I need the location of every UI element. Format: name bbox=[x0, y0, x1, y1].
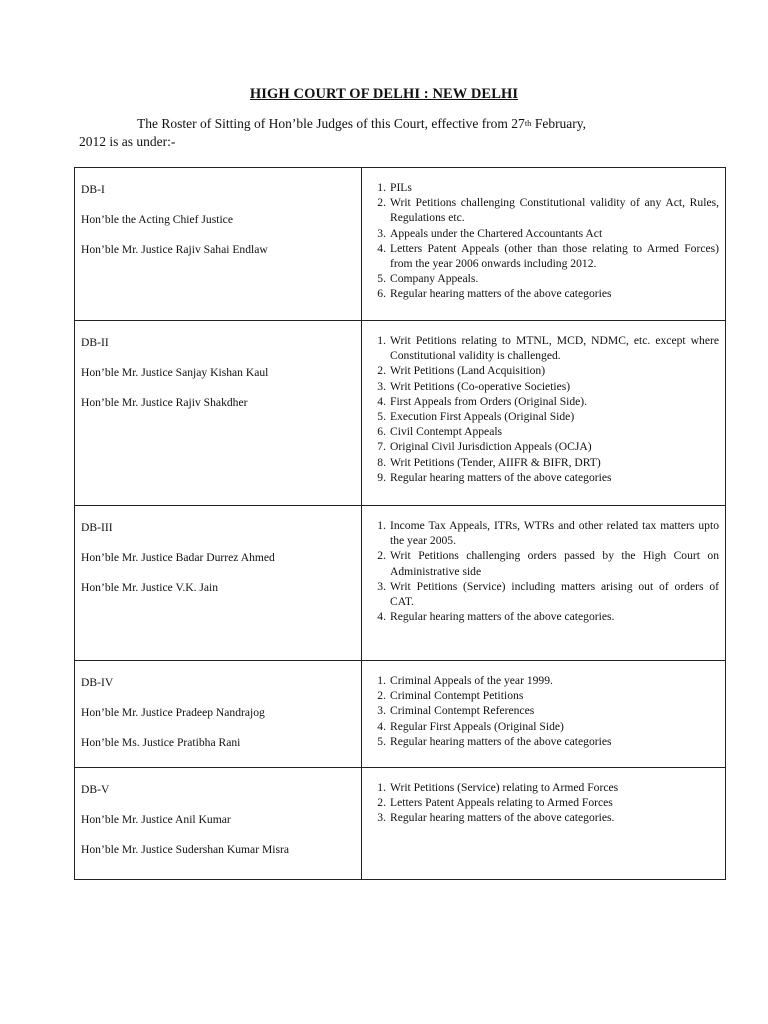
roster-body bbox=[75, 168, 726, 880]
category-number: 5. bbox=[377, 734, 386, 748]
category-number: 3. bbox=[377, 226, 386, 240]
category-number: 2. bbox=[377, 364, 386, 378]
category-item bbox=[368, 795, 719, 810]
bench-code: DB-I bbox=[81, 183, 105, 196]
category-item bbox=[368, 394, 719, 409]
bench-code: DB-II bbox=[81, 336, 109, 349]
judge-name: Hon’ble Mr. Justice Sudershan Kumar Misra bbox=[81, 843, 290, 857]
category-text: Writ Petitions challenging Constitutional validity of any Act, Rules, Regulations etc. bbox=[390, 196, 719, 225]
category-text: Criminal Contempt Petitions bbox=[390, 689, 524, 703]
category-text: Original Civil Jurisdiction Appeals (OCJA) bbox=[390, 440, 592, 454]
category-number: 8. bbox=[377, 455, 386, 469]
category-text: Writ Petitions (Tender, AIIFR & BIFR, DRT) bbox=[390, 455, 601, 469]
category-item bbox=[368, 518, 719, 548]
category-item bbox=[368, 609, 719, 624]
bench-cell bbox=[75, 506, 362, 661]
bench-row bbox=[75, 661, 726, 768]
category-number: 6. bbox=[377, 287, 386, 301]
category-item bbox=[368, 333, 719, 363]
category-number: 2. bbox=[377, 796, 386, 810]
category-text: Regular hearing matters of the above categories bbox=[390, 734, 612, 748]
category-number: 4. bbox=[377, 610, 386, 624]
category-number: 3. bbox=[377, 811, 386, 825]
category-item bbox=[368, 734, 719, 749]
category-number: 3. bbox=[377, 379, 386, 393]
category-text: Criminal Appeals of the year 1999. bbox=[390, 674, 553, 687]
category-text: Regular hearing matters of the above categories. bbox=[390, 811, 615, 825]
judge-name: Hon’ble Mr. Justice V.K. Jain bbox=[81, 581, 219, 595]
category-number: 3. bbox=[377, 704, 386, 718]
category-list bbox=[368, 780, 719, 826]
document-title: HIGH COURT OF DELHI : NEW DELHI bbox=[249, 86, 519, 102]
bench-code: DB-III bbox=[81, 521, 113, 534]
category-list bbox=[368, 180, 719, 302]
category-number: 5. bbox=[377, 410, 386, 424]
category-item bbox=[368, 810, 719, 825]
bench-row bbox=[75, 506, 726, 661]
matters-cell bbox=[362, 768, 726, 880]
category-number: 4. bbox=[377, 719, 386, 733]
bench-cell bbox=[75, 168, 362, 321]
category-text: Writ Petitions challenging orders passed by the High Court on Administrative side bbox=[390, 549, 719, 578]
intro-line-2: 2012 is as under:- bbox=[79, 134, 176, 149]
category-number: 2. bbox=[377, 549, 386, 563]
judge-name: Hon’ble Mr. Justice Sanjay Kishan Kaul bbox=[81, 366, 269, 380]
bench-row bbox=[75, 768, 726, 880]
category-list bbox=[368, 518, 719, 624]
category-text: Appeals under the Chartered Accountants Act bbox=[390, 226, 603, 240]
category-text: Writ Petitions (Land Acquisition) bbox=[390, 364, 546, 378]
category-number: 2. bbox=[377, 689, 386, 703]
category-item bbox=[368, 241, 719, 271]
intro-line-1: The Roster of Sitting of Hon’ble Judges of this Court, effective from 27th February, bbox=[137, 116, 587, 131]
category-number: 1. bbox=[377, 781, 386, 794]
category-item bbox=[368, 470, 719, 485]
judge-name: Hon’ble Mr. Justice Rajiv Shakdher bbox=[81, 396, 248, 410]
intro-paragraph bbox=[79, 115, 709, 151]
category-item bbox=[368, 226, 719, 241]
roster-table bbox=[74, 167, 726, 880]
category-item bbox=[368, 195, 719, 225]
category-item bbox=[368, 379, 719, 394]
category-item bbox=[368, 271, 719, 286]
category-text: Writ Petitions (Co-operative Societies) bbox=[390, 379, 571, 393]
bench-row bbox=[75, 168, 726, 321]
judge-name: Hon’ble Mr. Justice Badar Durrez Ahmed bbox=[81, 551, 275, 565]
bench-code: DB-IV bbox=[81, 676, 114, 689]
category-item bbox=[368, 579, 719, 609]
category-text: Regular First Appeals (Original Side) bbox=[390, 719, 564, 733]
bench-code: DB-V bbox=[81, 783, 110, 796]
category-text: Writ Petitions relating to MTNL, MCD, NDMC, etc. except where Constitutional validity is challenged. bbox=[390, 334, 719, 363]
category-list bbox=[368, 673, 719, 749]
category-item bbox=[368, 688, 719, 703]
category-number: 5. bbox=[377, 272, 386, 286]
category-number: 7. bbox=[377, 440, 386, 454]
judge-name: Hon’ble Mr. Justice Rajiv Sahai Endlaw bbox=[81, 243, 268, 257]
category-text: Writ Petitions (Service) relating to Armed Forces bbox=[390, 781, 619, 794]
category-item bbox=[368, 455, 719, 470]
category-number: 4. bbox=[377, 394, 386, 408]
category-number: 1. bbox=[377, 181, 386, 194]
category-text: Letters Patent Appeals (other than those relating to Armed Forces) from the year 2006 onwards including 2012. bbox=[390, 241, 719, 271]
category-item bbox=[368, 180, 719, 195]
category-item bbox=[368, 780, 719, 795]
category-item bbox=[368, 409, 719, 424]
category-item bbox=[368, 424, 719, 439]
category-text: Letters Patent Appeals relating to Armed Forces bbox=[390, 796, 613, 810]
category-item bbox=[368, 673, 719, 688]
category-text: Civil Contempt Appeals bbox=[390, 425, 503, 439]
bench-cell bbox=[75, 661, 362, 768]
category-list bbox=[368, 333, 719, 485]
bench-cell bbox=[75, 768, 362, 880]
category-number: 3. bbox=[377, 579, 386, 593]
category-item bbox=[368, 363, 719, 378]
category-item bbox=[368, 548, 719, 578]
category-text: Regular hearing matters of the above categories bbox=[390, 470, 612, 484]
category-text: Income Tax Appeals, ITRs, WTRs and other related tax matters upto the year 2005. bbox=[390, 519, 719, 548]
category-number: 1. bbox=[377, 519, 386, 532]
judge-name: Hon’ble Mr. Justice Pradeep Nandrajog bbox=[81, 706, 265, 720]
judge-name: Hon’ble the Acting Chief Justice bbox=[81, 213, 233, 227]
category-item bbox=[368, 703, 719, 718]
category-text: Criminal Contempt References bbox=[390, 704, 535, 718]
category-text: Company Appeals. bbox=[390, 272, 479, 286]
category-number: 9. bbox=[377, 470, 386, 484]
category-item bbox=[368, 719, 719, 734]
matters-cell bbox=[362, 661, 726, 768]
judge-name: Hon’ble Ms. Justice Pratibha Rani bbox=[81, 736, 241, 750]
matters-cell bbox=[362, 506, 726, 661]
category-text: PILs bbox=[390, 181, 412, 194]
category-text: Writ Petitions (Service) including matters arising out of orders of CAT. bbox=[390, 579, 719, 609]
category-number: 1. bbox=[377, 334, 386, 347]
category-number: 2. bbox=[377, 196, 386, 210]
category-text: Execution First Appeals (Original Side) bbox=[390, 410, 575, 424]
category-number: 4. bbox=[377, 241, 386, 255]
category-text: First Appeals from Orders (Original Side). bbox=[390, 394, 588, 408]
category-number: 6. bbox=[377, 425, 386, 439]
category-text: Regular hearing matters of the above categories bbox=[390, 287, 612, 301]
category-item bbox=[368, 439, 719, 454]
matters-cell bbox=[362, 321, 726, 506]
category-number: 1. bbox=[377, 674, 386, 687]
category-item bbox=[368, 286, 719, 301]
bench-row bbox=[75, 321, 726, 506]
matters-cell bbox=[362, 168, 726, 321]
bench-cell bbox=[75, 321, 362, 506]
category-text: Regular hearing matters of the above categories. bbox=[390, 610, 615, 624]
judge-name: Hon’ble Mr. Justice Anil Kumar bbox=[81, 813, 231, 827]
